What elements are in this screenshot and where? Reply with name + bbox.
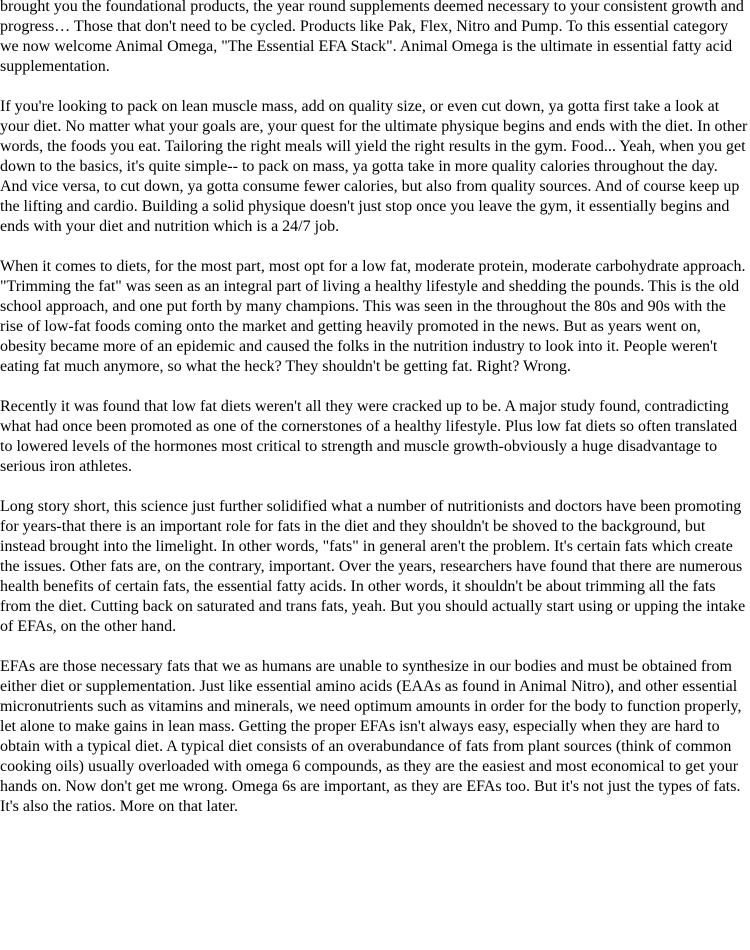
paragraph-efas: EFAs are those necessary fats that we as humans are unable to synthesize in our bodies and must be obtained from either diet or supplementation. Just like essential amino acids (EAAs as found in Animal Nitro), and other essential micronutrients such as vitamins and minerals, we need optimum amounts in order for the body to function properly, let alone to make gains in lean mass. Getting the proper EFAs isn't always easy, especially when they are hard to obtain with a typical diet. A typical diet consists of an overabundance of fats from plant sources (think of common cooking oils) usually overloaded with omega 6 compounds, as they are the easiest and most economical to get your hands on. Now don't get me wrong. Omega 6s are important, as they are EFAs too. But it's not just the types of fats. It's also the ratios. More on that later.: [0, 658, 742, 815]
paragraph-fats-role: Long story short, this science just further solidified what a number of nutritionists and doctors have been promoting for years-that there is an important role for fats in the diet and they shouldn't be shoved to the background, but instead brought into the limelight. In other words, "fats" in general aren't the problem. It's certain fats which create the issues. Other fats are, on the contrary, important. Over the years, researchers have found that there are numerous health benefits of certain fats, the essential fatty acids. In other words, it shouldn't be about trimming all the fats from the diet. Cutting back on saturated and trans fats, yeah. But you should actually start using or upping the intake of EFAs, on the other hand.: [0, 498, 746, 635]
paragraph-study: Recently it was found that low fat diets weren't all they were cracked up to be. A major study found, contradicting what had once been promoted as one of the cornerstones of a healthy lifestyle. Plus low fat diets so often translated to lowered levels of the hormones most critical to strength and muscle growth-obviously a huge disadvantage to serious iron athletes.: [0, 398, 738, 475]
paragraph-low-fat-approach: When it comes to diets, for the most part, most opt for a low fat, moderate protein, moderate carbohydrate approach. "Trimming the fat" was seen as an integral part of living a healthy lifestyle and shedding the pounds. This is the old school approach, and one put forth by many champions. This was seen in the throughout the 80s and 90s with the rise of low-fat foods coming onto the market and getting heavily promoted in the news. But as years went on, obesity became more of an epidemic and caused the folks in the nutrition industry to look into it. People weren't eating fat much anymore, so what the heck? They shouldn't be getting fat. Right? Wrong.: [0, 258, 746, 375]
paragraph-intro: brought you the foundational products, the year round supplements deemed necessary to your consistent growth and progress… Those that don't need to be cycled. Products like Pak, Flex, Nitro and Pump. To this essential category we now welcome Animal Omega, "The Essential EFA Stack". Animal Omega is the ultimate in essential fatty acid supplementation.: [0, 0, 744, 75]
paragraph-diet: If you're looking to pack on lean muscle mass, add on quality size, or even cut down, ya gotta first take a look at your diet. No matter what your goals are, your quest for the ultimate physique begins and ends with the diet. In other words, the foods you eat. Tailoring the right meals will yield the right results in the gym. Food... Yeah, when you get down to the basics, it's quite simple-- to pack on mass, ya gotta take in more quality calories throughout the day. And vice versa, to cut down, ya gotta consume fewer calories, but also from quality sources. And of course keep up the lifting and cardio. Building a solid physique doesn't just stop once you leave the gym, it essentially begins and ends with your diet and nutrition which is a 24/7 job.: [0, 98, 748, 235]
